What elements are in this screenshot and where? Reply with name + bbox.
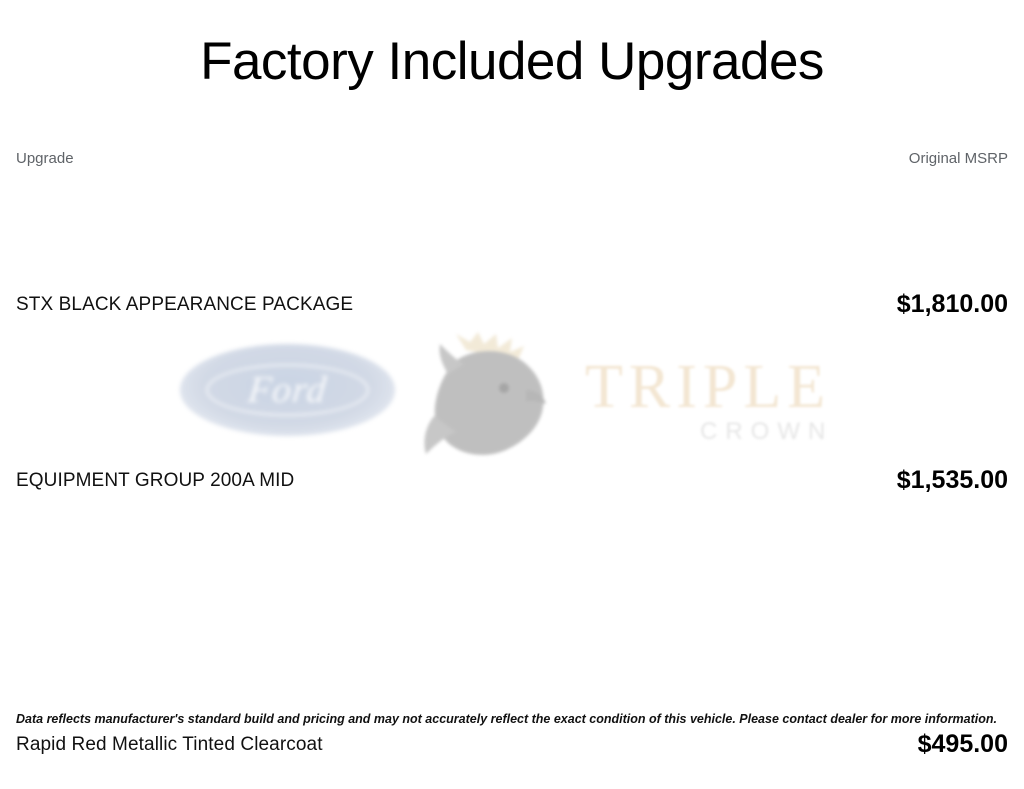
column-header-upgrade: Upgrade [16, 149, 74, 167]
table-header-row [16, 150, 1008, 173]
table-spacer [16, 349, 1008, 437]
table-row [16, 437, 1008, 525]
upgrade-price: $1,535.00 [896, 466, 1008, 495]
crown-watermark-text: CROWN [700, 418, 834, 445]
upgrade-name: Rapid Red Metallic Tinted Clearcoat [16, 733, 323, 755]
upgrade-name: EQUIPMENT GROUP 200A MID [16, 469, 295, 491]
column-header-msrp: Original MSRP [908, 149, 1008, 167]
disclaimer-text: Data reflects manufacturer's standard build and pricing and may not accurately reflect the exact condition of this vehicle. Please contact dealer for more information. [16, 712, 998, 726]
ford-logo-text: Ford [245, 369, 330, 411]
upgrade-price: $1,810.00 [896, 290, 1008, 319]
table-spacer [16, 173, 1008, 261]
table-spacer [16, 613, 1008, 701]
upgrades-table [16, 150, 1008, 789]
page-title: Factory Included Upgrades [200, 32, 824, 91]
upgrade-name: STX BLACK APPEARANCE PACKAGE [16, 293, 354, 315]
table-row [16, 261, 1008, 349]
triple-watermark-text: TRIPLE [585, 353, 832, 421]
upgrade-price: $495.00 [917, 730, 1008, 759]
table-spacer [16, 525, 1008, 613]
